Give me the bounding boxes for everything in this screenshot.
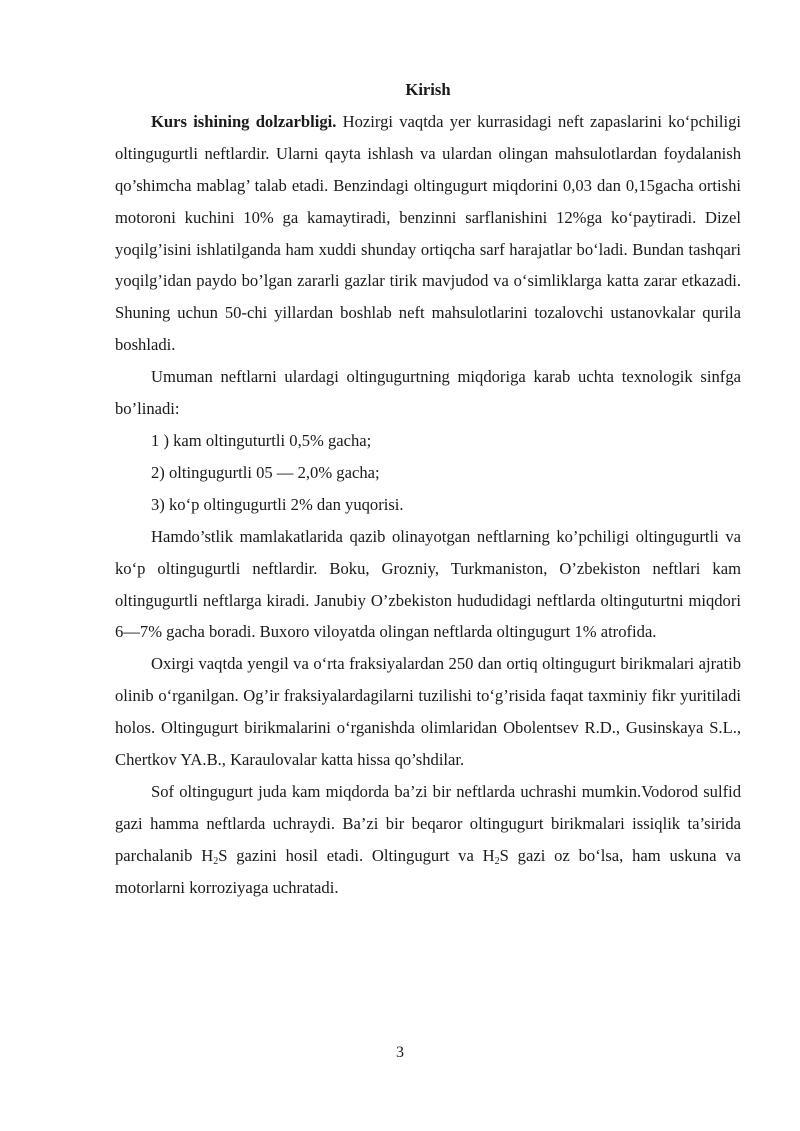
sulfur-text-b: S gazini hosil etadi. Oltingugurt va H xyxy=(218,845,495,865)
list-item: 1 ) kam oltinguturtli 0,5% gacha; xyxy=(151,430,372,450)
subscript: 2 xyxy=(494,855,500,867)
paragraph-relevance xyxy=(115,106,741,361)
paragraph-commonwealth: Hamdo’stlik mamlakatlarida qazib olinayotgan neftlarning ko’pchiligi oltingugurtli va ko‘p oltingugurtli neftlardir. Boku, Grozniy, Turkmaniston, O’zbekiston neftlari kam oltingugurtli neftlarga kiradi. Janubiy O’zbekiston hududidagi neftlarda oltinguturtni miqdori 6—7% gacha boradi. Buxoro viloyatda olingan neftlarda oltingugurt 1% atrofida. xyxy=(115,526,741,642)
section-title: Kirish xyxy=(405,80,451,99)
sulfur-text-c: S gazi oz bo‘lsa, ham uskuna va motorlarni korroziyaga uchratadi. xyxy=(115,845,741,897)
paragraph-sulfur xyxy=(115,776,741,904)
paragraph-fractions: Oxirgi vaqtda yengil va o‘rta fraksiyalardan 250 dan ortiq oltingugurt birikmalari ajratib olinib o‘rganilgan. Og’ir fraksiyalardagilarni tuzilishi to‘g’risida faqat taxminiy fikr yuritiladi holos. Oltingugurt birikmalarini o‘rganishda olimlaridan Obolentsev R.D., Gusinskaya S.L., Chertkov YA.B., Karaulovalar katta hissa qo’shdilar. xyxy=(115,654,741,770)
document-body xyxy=(115,74,741,904)
relevance-text: Hozirgi vaqtda yer kurrasidagi neft zapaslarini ko‘pchiligi oltingugurtli neftlardir. Ularni qayta ishlash va ulardan olingan mahsulotlardan foydalanish qo’shimcha mablag’ talab etadi. Benzindagi oltingugurt miqdorini 0,03 dan 0,15gacha ortishi motoroni kuchini 10% ga kamaytiradi, benzinni sarflanishini 12%ga ko‘paytiradi. Dizel yoqilg’isini ishlatilganda ham xuddi shunday ortiqcha sarf harajatlar bo‘ladi. Bundan tashqari yoqilg’idan paydo bo’lgan zararli gazlar tirik mavjudod va o‘simliklarga katta zarar etkazadi. Shuning uchun 50-chi yillardan boshlab neft mahsulotlarini tozalovchi ustanovkalar qurila boshladi. xyxy=(115,111,741,355)
paragraph-classification: Umuman neftlarni ulardagi oltingugurtning miqdoriga karab uchta texnologik sinfga bo’linadi: xyxy=(115,367,741,419)
subscript: 2 xyxy=(213,855,219,867)
list-item: 3) ko‘p oltingugurtli 2% dan yuqorisi. xyxy=(151,494,404,514)
relevance-lead: Kurs ishining dolzarbligi. xyxy=(151,111,337,131)
sulfur-text-a: Sof oltingugurt juda kam miqdorda ba’zi bir neftlarda uchrashi mumkin.Vodorod sulfid gazi hamma neftlarda uchraydi. Ba’zi bir beqaror oltingugurt birikmalari issiqlik ta’sirida parchalanib H xyxy=(115,781,741,865)
list-item: 2) oltingugurtli 05 — 2,0% gacha; xyxy=(151,462,380,482)
page-number: 3 xyxy=(396,1044,404,1061)
